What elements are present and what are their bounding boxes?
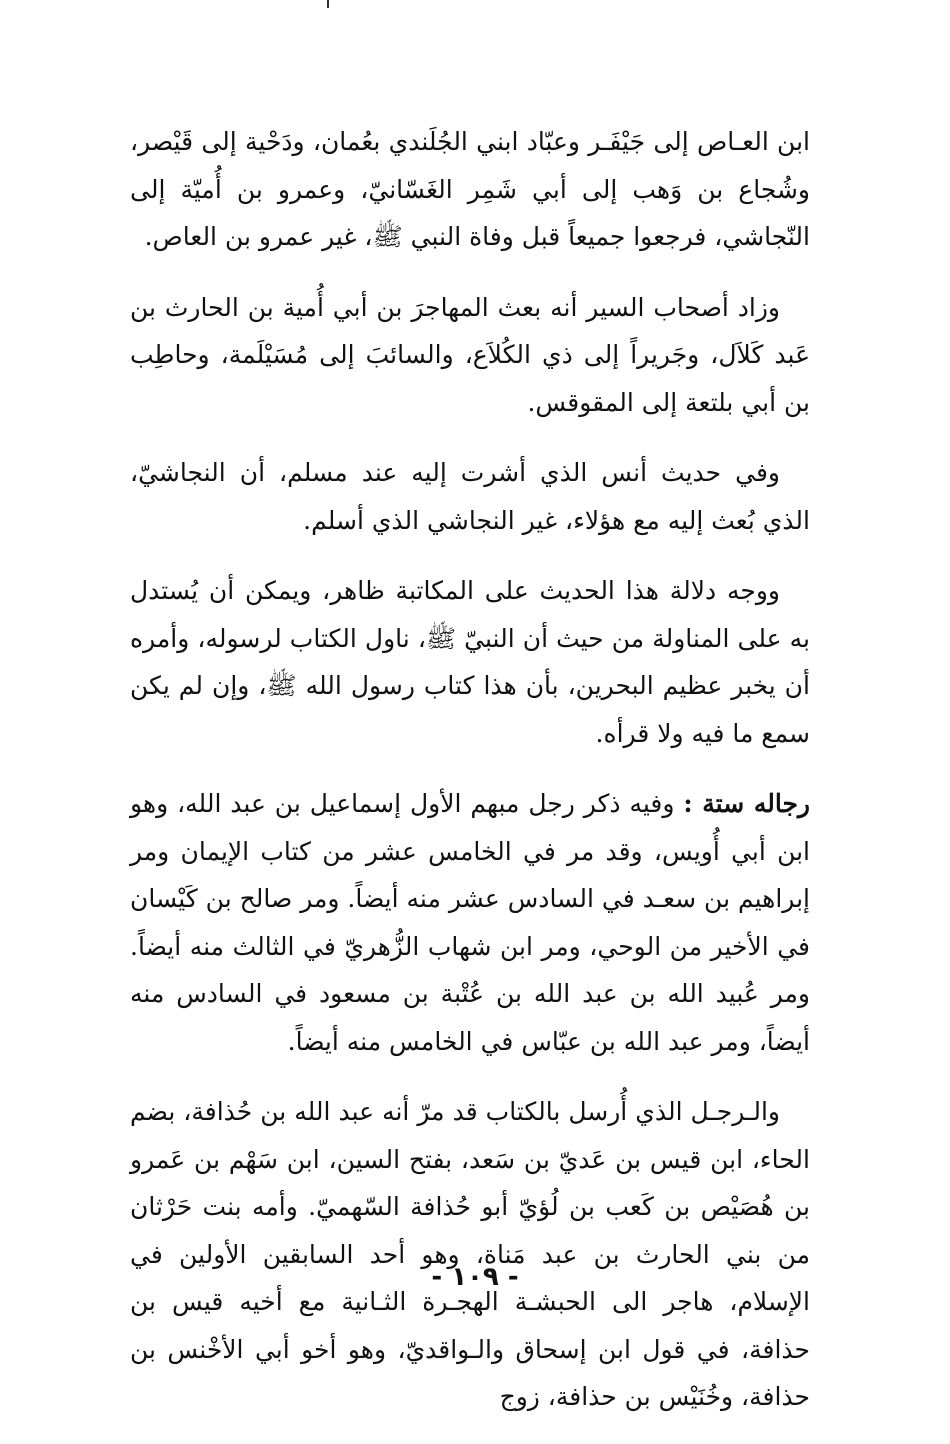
page-body <box>130 118 810 1444</box>
paragraph-6-text: والـرجـل الذي أُرسل بالكتاب قد مرّ أنه عبد الله بن حُذافة، بضم الحاء، ابن قيس بن عَديّ بن سَعد، بفتح السين، ابن سَهْم بن عَمرو بن هُصَيْص بن كَعب بن لُؤيّ أبو حُذافة السّهميّ. وأمه بنت حَرْثان من بني الحارث بن عبد مَناة، وهو أحد السابقين الأولين في الإسلام، هاجر الى الحبشـة الهجـرة الثـانية مع أخيه قيس بن حذافة، في قول ابن إسحاق والـواقديّ، وهو أخو أبي الأخْنس بن حذافة، وخُنَيْس بن حذافة، زوج <box>130 1097 810 1411</box>
paragraph-3-text: وفي حديث أنس الذي أشرت إليه عند مسلم، أن النجاشيّ، الذي بُعث إليه مع هؤلاء، غير النجاشي الذي أسلم. <box>130 458 810 535</box>
paragraph-5 <box>130 780 810 1065</box>
paragraph-1-text: ابن العـاص إلى جَيْفَـر وعبّاد ابني الجُلَندي بعُمان، ودَحْية إلى قَيْصر، وشُجاع بن وَهب إلى أبي شَمِر الغَسّانيّ، وعمرو بن أُميّة إلى النّجاشي، فرجعوا جميعاً قبل وفاة النبي ﷺ، غير عمرو بن العاص. <box>130 127 810 251</box>
paragraph-1 <box>130 118 810 261</box>
paragraph-2 <box>130 284 810 427</box>
paragraph-4 <box>130 567 810 757</box>
paragraph-4-text: ووجه دلالة هذا الحديث على المكاتبة ظاهر، ويمكن أن يُستدل به على المناولة من حيث أن النبيّ ﷺ، ناول الكتاب لرسوله، وأمره أن يخبر عظيم البحرين، بأن هذا كتاب رسول الله ﷺ، وإن لم يكن سمع ما فيه ولا قرأه. <box>130 576 810 748</box>
paragraph-5-text: وفيه ذكر رجل مبهم الأول إسماعيل بن عبد الله، وهو ابن أبي أُويس، وقد مر في الخامس عشر من كتاب الإيمان ومر إبراهيم بن سعـد في السادس عشر منه أيضاً. ومر صالح بن كَيْسان في الأخير من الوحي، ومر ابن شهاب الزُّهريّ في الثالث منه أيضاً. ومر عُبيد الله بن عبد الله بن عُتْبة بن مسعود في السادس منه أيضاً، ومر عبد الله بن عبّاس في الخامس منه أيضاً. <box>130 789 810 1056</box>
paragraph-5-lead: رجاله ستة : <box>683 789 810 818</box>
page-number: - ١٠٩ - <box>431 1262 519 1292</box>
top-edge-mark <box>327 0 329 8</box>
paragraph-3 <box>130 449 810 544</box>
paragraph-2-text: وزاد أصحاب السير أنه بعث المهاجرَ بن أبي أُمية بن الحارث بن عَبد كَلاَل، وجَريراً إلى ذي الكُلاَع، والسائبَ إلى مُسَيْلَمة، وحاطِب بن أبي بلتعة إلى المقوقس. <box>130 292 810 417</box>
paragraph-6 <box>130 1088 810 1421</box>
